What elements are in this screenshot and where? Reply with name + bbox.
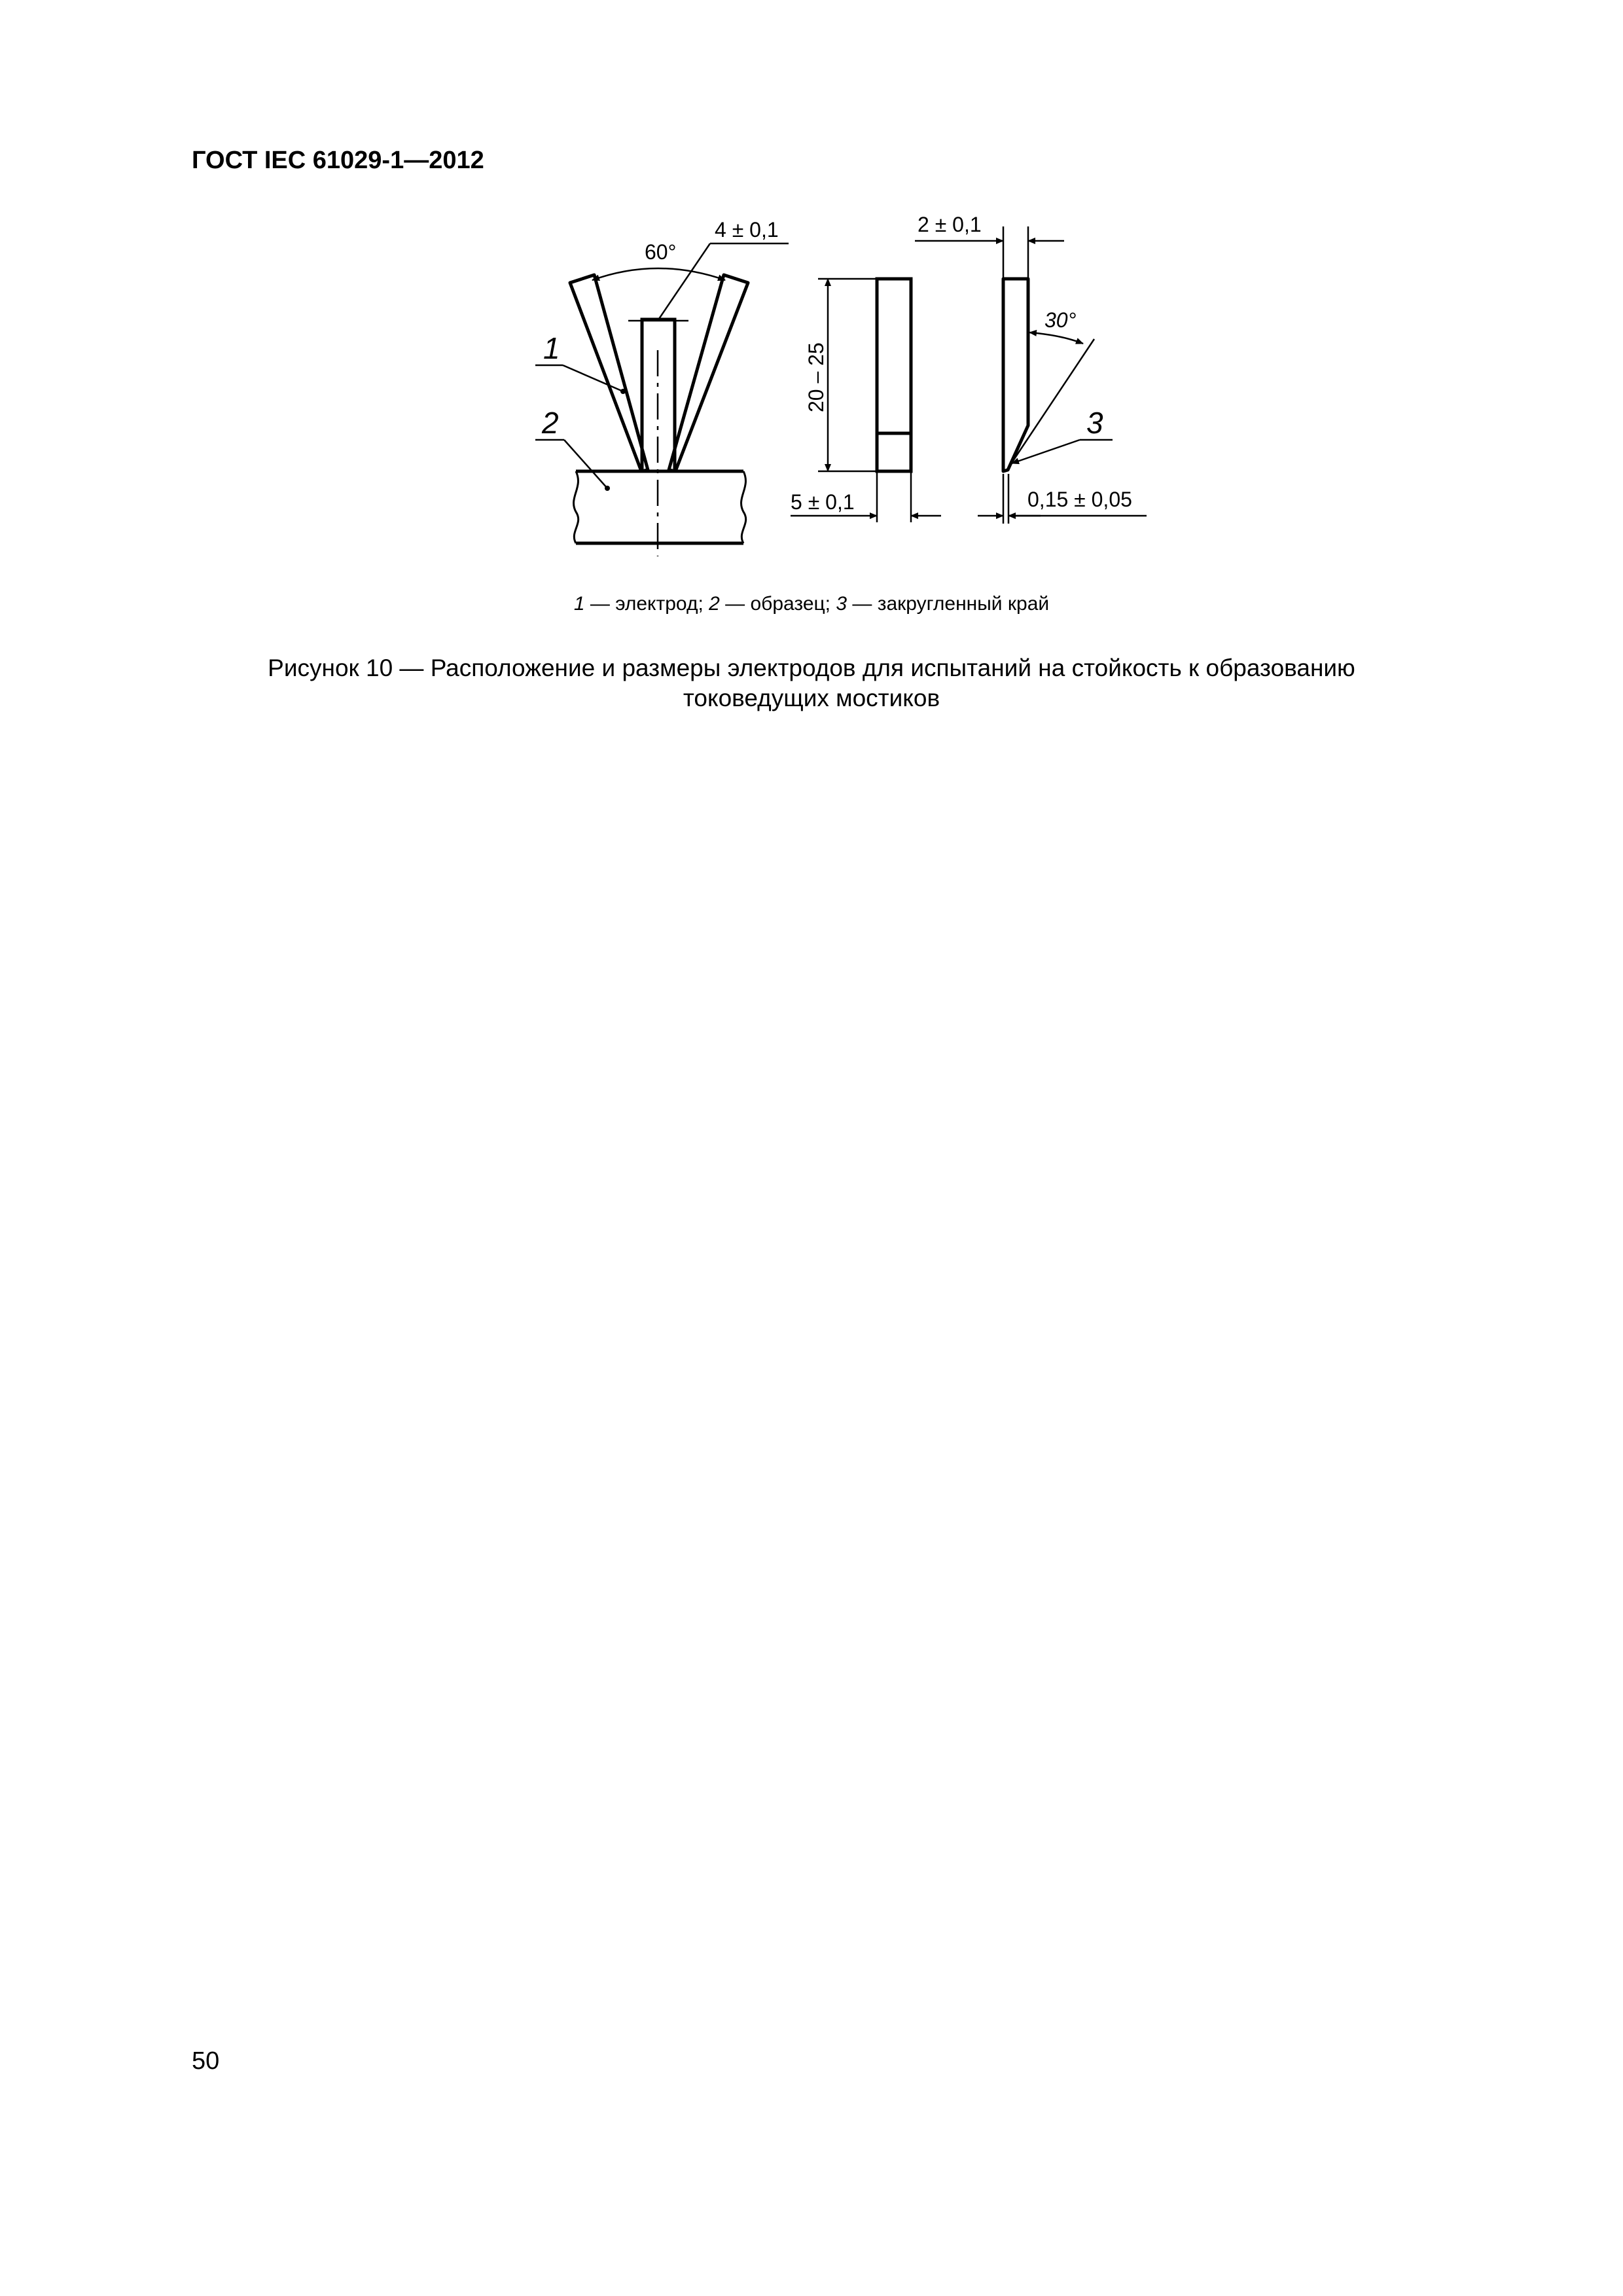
electrode-front-view xyxy=(877,279,911,471)
callout-2-pointer xyxy=(564,440,607,488)
width-5-label: 5 ± 0,1 xyxy=(791,490,855,514)
legend-text-3: — закругленный край xyxy=(847,593,1050,615)
page-number: 50 xyxy=(192,2047,220,2075)
callout-1: 1 xyxy=(543,331,560,365)
angle-30-label: 30° xyxy=(1044,308,1077,332)
callout-1-pointer xyxy=(563,365,623,391)
legend-number-2: 2 xyxy=(709,593,720,615)
electrode-figure xyxy=(0,0,1623,589)
angle-30-arc xyxy=(1029,332,1083,344)
legend-text-2: — образец; xyxy=(719,593,836,615)
callout-2-dot xyxy=(605,486,610,491)
electrode-right xyxy=(669,275,748,471)
angle-60-arc xyxy=(592,268,725,280)
figure-legend xyxy=(0,593,1623,615)
legend-text-1: — электрод; xyxy=(584,593,709,615)
callout-3: 3 xyxy=(1086,406,1103,440)
thickness-2-label: 2 ± 0,1 xyxy=(918,213,982,236)
document-header: ГОСТ IEC 61029-1—2012 xyxy=(192,147,484,174)
edge-radius-label: 0,15 ± 0,05 xyxy=(1027,488,1132,511)
angle-60-label: 60° xyxy=(645,240,677,264)
legend-number-3: 3 xyxy=(836,593,847,615)
callout-3-pointer xyxy=(1012,440,1080,463)
gap-4-label: 4 ± 0,1 xyxy=(715,218,779,242)
legend-number-1: 1 xyxy=(573,593,585,615)
length-20-25-label: 20 – 25 xyxy=(804,342,828,412)
callout-1-dot xyxy=(620,389,626,394)
specimen xyxy=(574,471,746,543)
callout-2: 2 xyxy=(542,406,559,440)
figure-caption: Рисунок 10 — Расположение и размеры электродов для испытаний на стойкость к образованию токоведущих мостиков xyxy=(268,655,1355,711)
